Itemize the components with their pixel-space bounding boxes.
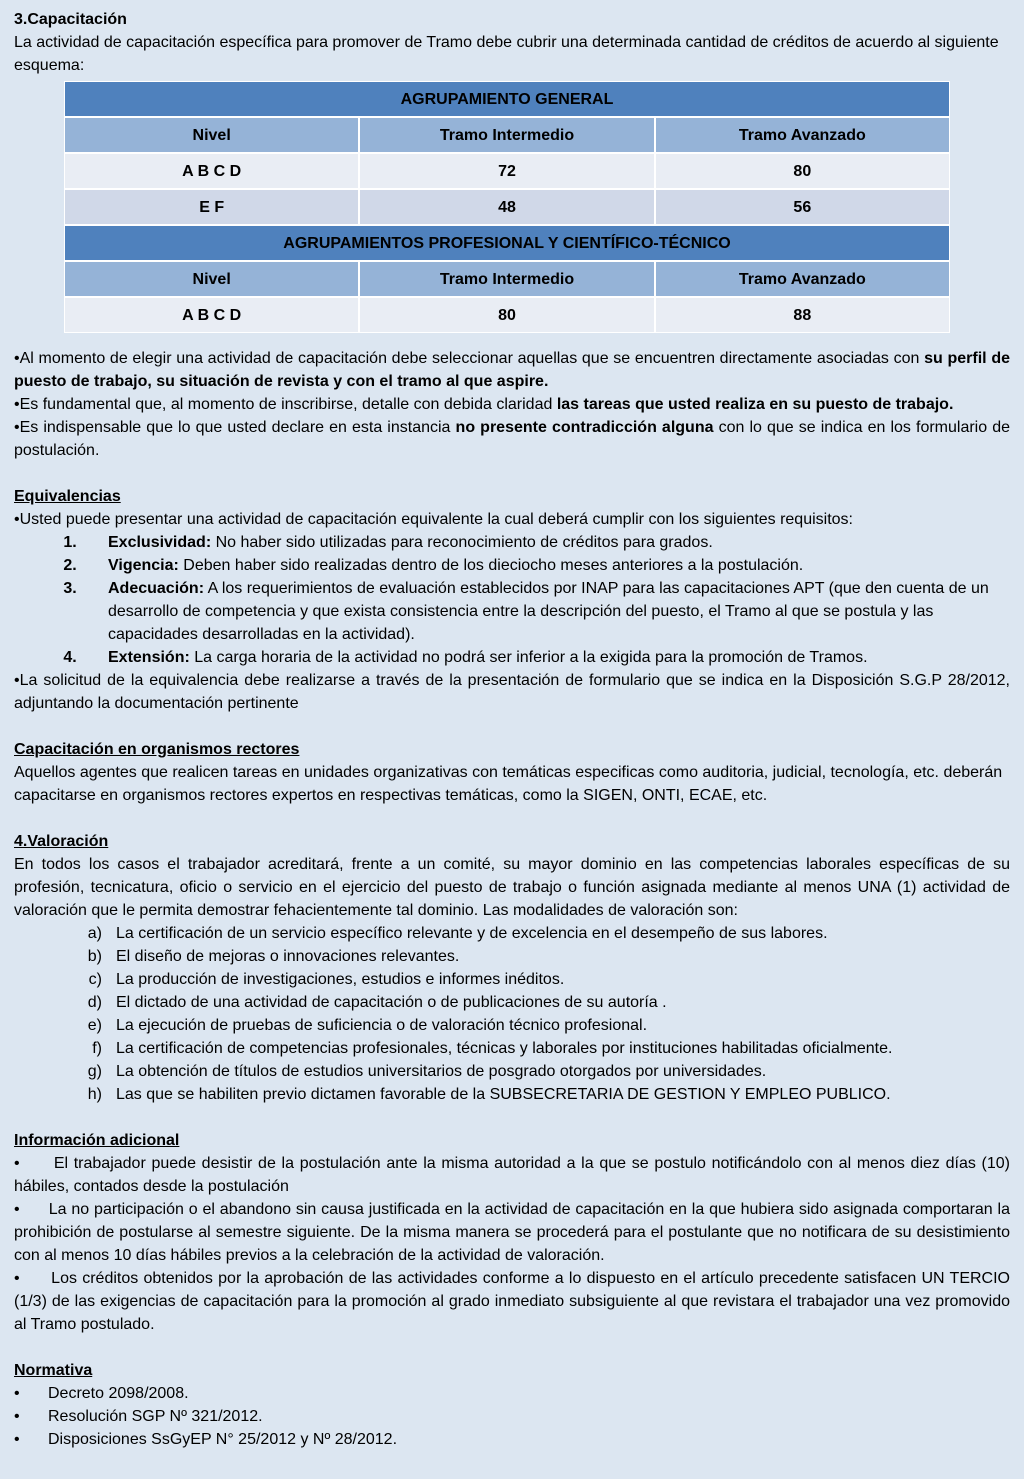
table-header: Tramo Avanzado <box>655 261 950 297</box>
text: con lo que se indica en los formulario de postulación. <box>14 419 1011 459</box>
equivalencias-intro: •Usted puede presentar una actividad de capacitación equivalente la cual deberá cumplir con los siguientes requisitos: <box>14 511 853 528</box>
table-cell: E F <box>64 189 359 225</box>
table-header: Nivel <box>64 261 359 297</box>
text: Disposiciones SsGyEP N° 25/2012 y Nº 28/2012. <box>48 1431 398 1448</box>
text: Deben haber sido realizadas dentro de los dieciocho meses anteriores a la postulación. <box>178 557 804 574</box>
list-number: 3. <box>63 580 77 597</box>
table-cell: 80 <box>359 297 654 333</box>
section-title-rectores: Capacitación en organismos rectores <box>14 741 300 758</box>
bold-text: su perfil de puesto de trabajo, su situación de revista y con el tramo al que aspire. <box>14 350 1010 390</box>
list-item <box>14 991 1010 1014</box>
table-row <box>64 189 950 225</box>
text: La producción de investigaciones, estudios e informes inéditos. <box>116 971 565 988</box>
section-title-valoracion: 4.Valoración <box>14 833 109 850</box>
text: El trabajador puede desistir de la postulación ante la misma autoridad a la que se postulo notificándolo con al menos diez días (10) hábiles, contados desde la postulación <box>14 1155 1010 1195</box>
text: La obtención de títulos de estudios universitarios de posgrado otorgados por universidades. <box>116 1063 767 1080</box>
list-letter: b) <box>87 948 102 965</box>
paragraph-bullet <box>14 393 1010 416</box>
bold-text: las tareas que usted realiza en su puesto de trabajo. <box>556 396 954 413</box>
list-number: 4. <box>63 649 77 666</box>
table-row <box>64 297 950 333</box>
table-header: Tramo Intermedio <box>359 261 654 297</box>
table-cell: 88 <box>655 297 950 333</box>
bold-text: Exclusividad: <box>108 534 212 551</box>
valoracion-list <box>14 922 1010 1106</box>
section-title-adicional: Información adicional <box>14 1132 180 1149</box>
table-cell: 56 <box>655 189 950 225</box>
table-cell: A B C D <box>64 297 359 333</box>
list-item <box>14 554 1010 577</box>
text: La certificación de competencias profesionales, técnicas y laborales por instituciones habilitadas oficialmente. <box>116 1040 893 1057</box>
requirements-list <box>14 531 1010 669</box>
text: El diseño de mejoras o innovaciones relevantes. <box>116 948 460 965</box>
text: La ejecución de pruebas de suficiencia o de valoración técnico profesional. <box>116 1017 648 1034</box>
list-letter: h) <box>87 1086 102 1103</box>
list-item <box>14 1083 1010 1106</box>
table-row <box>64 153 950 189</box>
text: La certificación de un servicio específico relevante y de excelencia en el desempeño de sus labores. <box>116 925 828 942</box>
text: El dictado de una actividad de capacitación o de publicaciones de su autoría . <box>116 994 667 1011</box>
bold-text: Vigencia: <box>108 557 179 574</box>
credits-table <box>64 81 950 333</box>
list-letter: f) <box>92 1040 102 1057</box>
section-title-equivalencias: Equivalencias <box>14 488 121 505</box>
paragraph-bullet <box>14 347 1010 393</box>
section-title-normativa: Normativa <box>14 1362 93 1379</box>
table-cell: 48 <box>359 189 654 225</box>
text: •Es indispensable que lo que usted declare en esta instancia <box>14 419 456 436</box>
capacitacion-intro: La actividad de capacitación específica para promover de Tramo debe cubrir una determinada cantidad de créditos de acuerdo al siguiente esquema: <box>14 34 999 74</box>
table-cell: 80 <box>655 153 950 189</box>
text: Las que se habiliten previo dictamen favorable de la SUBSECRETARIA DE GESTION Y EMPLEO PUBLICO. <box>116 1086 891 1103</box>
text: •Al momento de elegir una actividad de capacitación debe seleccionar aquellas que se encuentren directamente asociadas con <box>14 350 925 367</box>
text: Resolución SGP Nº 321/2012. <box>48 1408 263 1425</box>
list-item <box>14 646 1010 669</box>
list-item <box>14 968 1010 991</box>
table-group-title: AGRUPAMIENTO GENERAL <box>64 81 950 117</box>
list-item <box>14 922 1010 945</box>
list-item: • Disposiciones SsGyEP N° 25/2012 y Nº 28/2012. <box>14 1428 1010 1451</box>
bold-text: Adecuación: <box>108 580 205 597</box>
text: Los créditos obtenidos por la aprobación de las actividades conforme a lo dispuesto en el artículo precedente satisfacen UN TERCIO (1/3) de las exigencias de capacitación para la promoción al grado inmediato subsiguiente al que revistara el trabajador una vez promovido al Tramo postulado. <box>14 1270 1011 1333</box>
table-header: Tramo Intermedio <box>359 117 654 153</box>
valoracion-text: En todos los casos el trabajador acreditará, frente a un comité, su mayor dominio en las competencias laborales específicas de su profesión, tecnicatura, oficio o servicio en el ejercicio del puesto de trabajo o función asignada mediante al menos UNA (1) actividad de valoración que le permita demostrar fehacientemente tal dominio. Las modalidades de valoración son: <box>14 856 1010 919</box>
bold-text: no presente contradicción alguna <box>455 419 714 436</box>
table-cell: A B C D <box>64 153 359 189</box>
list-item <box>14 945 1010 968</box>
table-header: Tramo Avanzado <box>655 117 950 153</box>
text: Decreto 2098/2008. <box>48 1385 189 1402</box>
text: La carga horaria de la actividad no podrá ser inferior a la exigida para la promoción de Tramos. <box>189 649 868 666</box>
list-item <box>14 577 1010 646</box>
section-title-capacitacion: 3.Capacitación <box>14 11 127 28</box>
list-item: • La no participación o el abandono sin causa justificada en la actividad de capacitación en la que hubiera sido asignada comportaran la prohibición de postularse al semestre siguiente. De la misma manera se procederá para el postulante que no notificara de su desistimiento con al menos 10 días hábiles previos a la celebración de la actividad de valoración. <box>14 1201 1011 1264</box>
list-letter: e) <box>87 1017 102 1034</box>
paragraph-bullet <box>14 416 1010 462</box>
list-letter: d) <box>87 994 102 1011</box>
list-item: • Decreto 2098/2008. <box>14 1382 1010 1405</box>
list-number: 2. <box>63 557 77 574</box>
list-item: • Los créditos obtenidos por la aprobación de las actividades conforme a lo dispuesto en el artículo precedente satisfacen UN TERCIO (1/3) de las exigencias de capacitación para la promoción al grado inmediato subsiguiente al que revistara el trabajador una vez promovido al Tramo postulado. <box>14 1270 1011 1333</box>
list-letter: a) <box>87 925 102 942</box>
text: A los requerimientos de evaluación establecidos por INAP para las capacitaciones APT (que den cuenta de un desarrollo de competencia y que exista consistencia entre la descripción del puesto, el Tramo al que se postula y las capacidades desarrolladas en la actividad). <box>108 580 989 643</box>
text: La no participación o el abandono sin causa justificada en la actividad de capacitación en la que hubiera sido asignada comportaran la prohibición de postularse al semestre siguiente. De la misma manera se procederá para el postulante que no notificara de su desistimiento con al menos 10 días hábiles previos a la celebración de la actividad de valoración. <box>14 1201 1011 1264</box>
list-letter: c) <box>88 971 102 988</box>
bold-text: Extensión: <box>108 649 190 666</box>
text: No haber sido utilizadas para reconocimiento de créditos para grados. <box>211 534 713 551</box>
list-number: 1. <box>63 534 77 551</box>
list-item: • El trabajador puede desistir de la postulación ante la misma autoridad a la que se postulo notificándolo con al menos diez días (10) hábiles, contados desde la postulación <box>14 1155 1010 1195</box>
table-header: Nivel <box>64 117 359 153</box>
equivalencias-closing: •La solicitud de la equivalencia debe realizarse a través de la presentación de formulario que se indica en la Disposición S.G.P 28/2012, adjuntando la documentación pertinente <box>14 672 1010 712</box>
table-group-title: AGRUPAMIENTOS PROFESIONAL Y CIENTÍFICO-TÉCNICO <box>64 225 950 261</box>
table-cell: 72 <box>359 153 654 189</box>
list-item: • Resolución SGP Nº 321/2012. <box>14 1405 1010 1428</box>
list-letter: g) <box>87 1063 102 1080</box>
text: •Es fundamental que, al momento de inscribirse, detalle con debida claridad <box>14 396 557 413</box>
list-item <box>14 531 1010 554</box>
rectores-text: Aquellos agentes que realicen tareas en unidades organizativas con temáticas especificas como auditoria, judicial, tecnología, etc. deberán capacitarse en organismos rectores expertos en respectivas temáticas, como la SIGEN, ONTI, ECAE, etc. <box>14 764 1003 804</box>
list-item <box>14 1014 1010 1037</box>
list-item <box>14 1037 1010 1060</box>
list-item <box>14 1060 1010 1083</box>
